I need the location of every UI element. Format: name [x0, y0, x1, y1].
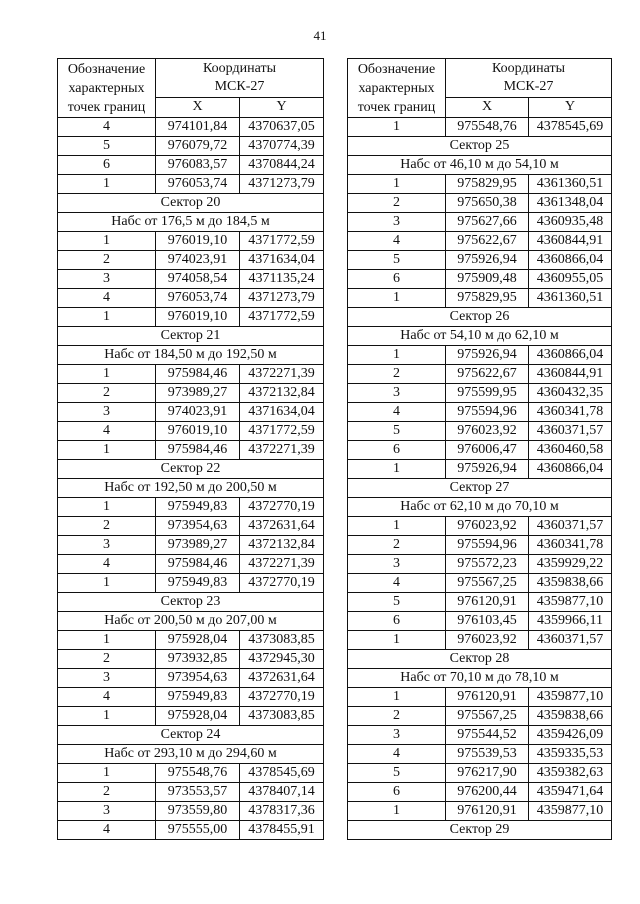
table-row — [58, 289, 324, 308]
section-label-row — [348, 669, 612, 688]
coords-title: Координаты — [203, 60, 276, 76]
point-number-cell: 3 — [58, 536, 156, 555]
x-coordinate-cell: 976023,92 — [446, 517, 529, 536]
table-row — [58, 251, 324, 270]
y-coordinate-cell: 4359382,63 — [529, 764, 612, 783]
y-coordinate-cell: 4370844,24 — [240, 156, 324, 175]
table-row — [348, 384, 612, 403]
x-coordinate-cell: 976200,44 — [446, 783, 529, 802]
table-row — [58, 118, 324, 137]
y-coordinate-cell: 4359335,53 — [529, 745, 612, 764]
table-row — [348, 232, 612, 251]
y-coordinate-cell: 4372631,64 — [240, 517, 324, 536]
coords-system: МСК-27 — [214, 78, 265, 94]
table-row — [348, 536, 612, 555]
point-number-cell: 2 — [348, 365, 446, 384]
section-label: Сектор 21 — [58, 327, 324, 346]
table-row — [348, 802, 612, 821]
x-coordinate-cell: 976019,10 — [156, 232, 240, 251]
x-coordinate-cell: 973553,57 — [156, 783, 240, 802]
table-row — [58, 574, 324, 593]
table-row — [58, 441, 324, 460]
section-label-row — [58, 745, 324, 764]
header-line: Обозначение — [67, 62, 146, 77]
y-coordinate-cell: 4359471,64 — [529, 783, 612, 802]
point-number-cell: 4 — [58, 688, 156, 707]
point-number-cell: 3 — [58, 403, 156, 422]
header-row — [58, 59, 324, 98]
x-coordinate-cell: 975928,04 — [156, 707, 240, 726]
point-number-cell: 2 — [58, 251, 156, 270]
x-coordinate-cell: 975555,00 — [156, 821, 240, 840]
section-label: Сектор 27 — [348, 479, 612, 498]
y-coordinate-cell: 4371135,24 — [240, 270, 324, 289]
y-coordinate-cell: 4378317,36 — [240, 802, 324, 821]
y-coordinate-cell: 4360866,04 — [529, 460, 612, 479]
table-row — [348, 707, 612, 726]
y-coordinate-cell: 4372271,39 — [240, 441, 324, 460]
point-number-cell: 6 — [58, 156, 156, 175]
y-coordinate-cell: 4361360,51 — [529, 289, 612, 308]
y-coordinate-cell: 4371772,59 — [240, 422, 324, 441]
coordinates-table-right — [347, 58, 612, 840]
y-coordinate-cell: 4359877,10 — [529, 593, 612, 612]
point-number-cell: 1 — [58, 175, 156, 194]
point-number-cell: 3 — [348, 555, 446, 574]
x-coordinate-cell: 975594,96 — [446, 536, 529, 555]
section-label-row — [348, 650, 612, 669]
x-coordinate-cell: 975622,67 — [446, 365, 529, 384]
point-number-cell: 4 — [58, 118, 156, 137]
point-number-cell: 1 — [58, 498, 156, 517]
table-row — [58, 517, 324, 536]
table-row — [58, 422, 324, 441]
point-number-cell: 3 — [348, 213, 446, 232]
section-label: Сектор 24 — [58, 726, 324, 745]
x-coordinate-cell: 976120,91 — [446, 802, 529, 821]
section-label: Сектор 28 — [348, 650, 612, 669]
table-row — [348, 631, 612, 650]
x-coordinate-cell: 975949,83 — [156, 574, 240, 593]
table-row — [348, 365, 612, 384]
y-coordinate-cell: 4372770,19 — [240, 688, 324, 707]
y-coordinate-cell: 4360844,91 — [529, 232, 612, 251]
section-label: Сектор 20 — [58, 194, 324, 213]
table-row — [348, 441, 612, 460]
header-row — [348, 59, 612, 98]
section-label-row — [348, 821, 612, 840]
x-coordinate-cell: 976217,90 — [446, 764, 529, 783]
x-coordinate-cell: 975829,95 — [446, 289, 529, 308]
table-row — [58, 403, 324, 422]
x-coordinate-cell: 975829,95 — [446, 175, 529, 194]
table-body — [348, 118, 612, 840]
section-label-row — [348, 137, 612, 156]
section-label: Сектор 26 — [348, 308, 612, 327]
x-coordinate-cell: 976053,74 — [156, 175, 240, 194]
x-coordinate-cell: 975572,23 — [446, 555, 529, 574]
y-coordinate-cell: 4359877,10 — [529, 802, 612, 821]
y-coordinate-cell: 4360371,57 — [529, 631, 612, 650]
x-coordinate-cell: 975926,94 — [446, 460, 529, 479]
x-coordinate-cell: 973559,80 — [156, 802, 240, 821]
table-row — [58, 137, 324, 156]
section-label: Набс от 200,50 м до 207,00 м — [58, 612, 324, 631]
x-coordinate-cell: 975926,94 — [446, 346, 529, 365]
table-row — [348, 612, 612, 631]
table-row — [348, 764, 612, 783]
header-line: характерных — [68, 81, 145, 96]
y-coordinate-cell: 4370637,05 — [240, 118, 324, 137]
point-number-cell: 4 — [348, 232, 446, 251]
point-number-cell: 1 — [348, 175, 446, 194]
point-number-cell: 6 — [348, 783, 446, 802]
point-number-cell: 1 — [58, 365, 156, 384]
table-row — [348, 574, 612, 593]
y-coordinate-cell: 4371634,04 — [240, 403, 324, 422]
x-coordinate-cell: 975650,38 — [446, 194, 529, 213]
x-coordinate-cell: 976019,10 — [156, 308, 240, 327]
x-coordinate-cell: 976079,72 — [156, 137, 240, 156]
points-column-header — [348, 59, 446, 118]
section-label: Набс от 70,10 м до 78,10 м — [348, 669, 612, 688]
y-coordinate-cell: 4360955,05 — [529, 270, 612, 289]
x-coordinate-cell: 976023,92 — [446, 631, 529, 650]
table-row — [58, 270, 324, 289]
header-line: Обозначение — [357, 62, 436, 77]
table-row — [348, 783, 612, 802]
table-row — [58, 631, 324, 650]
section-label: Набс от 62,10 м до 70,10 м — [348, 498, 612, 517]
y-coordinate-cell: 4372132,84 — [240, 384, 324, 403]
point-number-cell: 2 — [58, 517, 156, 536]
section-label-row — [348, 308, 612, 327]
point-number-cell: 2 — [58, 783, 156, 802]
table-row — [58, 555, 324, 574]
x-coordinate-cell: 973989,27 — [156, 536, 240, 555]
y-coordinate-cell: 4371634,04 — [240, 251, 324, 270]
x-coordinate-cell: 973932,85 — [156, 650, 240, 669]
table-body — [58, 118, 324, 840]
x-coordinate-cell: 976120,91 — [446, 688, 529, 707]
section-label-row — [348, 479, 612, 498]
point-number-cell: 5 — [348, 593, 446, 612]
point-number-cell: 1 — [58, 308, 156, 327]
table-row — [348, 251, 612, 270]
section-label: Сектор 25 — [348, 137, 612, 156]
table-row — [348, 118, 612, 137]
x-coordinate-cell: 975949,83 — [156, 498, 240, 517]
table-row — [348, 194, 612, 213]
point-number-cell: 3 — [58, 270, 156, 289]
y-coordinate-cell: 4371772,59 — [240, 232, 324, 251]
header-line: характерных — [358, 81, 435, 96]
section-label-row — [58, 327, 324, 346]
point-number-cell: 4 — [348, 745, 446, 764]
point-number-cell: 5 — [348, 422, 446, 441]
point-number-cell: 3 — [348, 384, 446, 403]
table-row — [58, 156, 324, 175]
y-coordinate-cell: 4360935,48 — [529, 213, 612, 232]
x-coordinate-cell: 974101,84 — [156, 118, 240, 137]
x-coordinate-cell: 975548,76 — [156, 764, 240, 783]
y-coordinate-cell: 4378545,69 — [529, 118, 612, 137]
y-coordinate-cell: 4360866,04 — [529, 251, 612, 270]
table-row — [348, 403, 612, 422]
y-coordinate-cell: 4359838,66 — [529, 574, 612, 593]
section-label-row — [58, 213, 324, 232]
table-row — [58, 536, 324, 555]
point-number-cell: 5 — [58, 137, 156, 156]
section-label-row — [348, 327, 612, 346]
y-coordinate-cell: 4378545,69 — [240, 764, 324, 783]
x-coordinate-cell: 976053,74 — [156, 289, 240, 308]
x-coordinate-cell: 975544,52 — [446, 726, 529, 745]
point-number-cell: 5 — [348, 251, 446, 270]
x-coordinate-cell: 975909,48 — [446, 270, 529, 289]
point-number-cell: 1 — [348, 802, 446, 821]
y-coordinate-cell: 4371273,79 — [240, 289, 324, 308]
y-coordinate-cell: 4372945,30 — [240, 650, 324, 669]
section-label: Набс от 176,5 м до 184,5 м — [58, 213, 324, 232]
y-coordinate-cell: 4360460,58 — [529, 441, 612, 460]
table-row — [58, 175, 324, 194]
section-label-row — [348, 498, 612, 517]
y-coordinate-cell: 4372271,39 — [240, 365, 324, 384]
y-coordinate-cell: 4370774,39 — [240, 137, 324, 156]
table-row — [58, 707, 324, 726]
y-coordinate-cell: 4359877,10 — [529, 688, 612, 707]
x-coordinate-cell: 975926,94 — [446, 251, 529, 270]
x-coordinate-cell: 975599,95 — [446, 384, 529, 403]
x-coordinate-cell: 976120,91 — [446, 593, 529, 612]
point-number-cell: 4 — [348, 574, 446, 593]
y-coordinate-cell: 4359426,09 — [529, 726, 612, 745]
x-coordinate-cell: 975567,25 — [446, 707, 529, 726]
point-number-cell: 3 — [58, 802, 156, 821]
section-label-row — [58, 346, 324, 365]
y-coordinate-cell: 4359929,22 — [529, 555, 612, 574]
x-coordinate-cell: 975594,96 — [446, 403, 529, 422]
point-number-cell: 1 — [58, 707, 156, 726]
y-coordinate-cell: 4359838,66 — [529, 707, 612, 726]
table-row — [348, 726, 612, 745]
section-label: Набс от 293,10 м до 294,60 м — [58, 745, 324, 764]
y-coordinate-cell: 4361348,04 — [529, 194, 612, 213]
section-label: Набс от 184,50 м до 192,50 м — [58, 346, 324, 365]
section-label-row — [58, 479, 324, 498]
table-row — [58, 384, 324, 403]
point-number-cell: 1 — [348, 118, 446, 137]
point-number-cell: 1 — [58, 631, 156, 650]
y-coordinate-cell: 4373083,85 — [240, 631, 324, 650]
x-coordinate-cell: 975548,76 — [446, 118, 529, 137]
header-line: точек границ — [67, 100, 146, 115]
table-row — [348, 289, 612, 308]
y-coordinate-cell: 4360341,78 — [529, 536, 612, 555]
x-coordinate-cell: 975984,46 — [156, 441, 240, 460]
point-number-cell: 6 — [348, 441, 446, 460]
point-number-cell: 2 — [348, 194, 446, 213]
table-row — [348, 688, 612, 707]
section-label: Набс от 192,50 м до 200,50 м — [58, 479, 324, 498]
y-coordinate-cell: 4372271,39 — [240, 555, 324, 574]
y-coordinate-cell: 4359966,11 — [529, 612, 612, 631]
x-coordinate-cell: 975567,25 — [446, 574, 529, 593]
y-coordinate-cell: 4371772,59 — [240, 308, 324, 327]
coords-column-header — [446, 59, 612, 98]
point-number-cell: 2 — [58, 650, 156, 669]
section-label: Сектор 23 — [58, 593, 324, 612]
y-column-header: Y — [240, 97, 324, 117]
table-row — [58, 232, 324, 251]
coordinates-table-left — [57, 58, 324, 840]
x-coordinate-cell: 976019,10 — [156, 422, 240, 441]
point-number-cell: 6 — [348, 612, 446, 631]
point-number-cell: 2 — [348, 536, 446, 555]
point-number-cell: 1 — [348, 289, 446, 308]
x-coordinate-cell: 974023,91 — [156, 403, 240, 422]
y-coordinate-cell: 4360371,57 — [529, 517, 612, 536]
section-label: Сектор 29 — [348, 821, 612, 840]
y-coordinate-cell: 4371273,79 — [240, 175, 324, 194]
coords-title: Координаты — [492, 60, 565, 76]
point-number-cell: 6 — [348, 270, 446, 289]
point-number-cell: 1 — [58, 232, 156, 251]
x-coordinate-cell: 976083,57 — [156, 156, 240, 175]
table-row — [58, 821, 324, 840]
x-coordinate-cell: 974023,91 — [156, 251, 240, 270]
y-coordinate-cell: 4360866,04 — [529, 346, 612, 365]
point-number-cell: 1 — [348, 460, 446, 479]
table-row — [58, 308, 324, 327]
table-row — [348, 593, 612, 612]
y-coordinate-cell: 4378455,91 — [240, 821, 324, 840]
y-coordinate-cell: 4372770,19 — [240, 498, 324, 517]
x-column-header: X — [446, 97, 529, 117]
x-coordinate-cell: 974058,54 — [156, 270, 240, 289]
section-label: Сектор 22 — [58, 460, 324, 479]
table-row — [58, 688, 324, 707]
points-column-header — [58, 59, 156, 118]
section-label-row — [348, 156, 612, 175]
point-number-cell: 1 — [348, 346, 446, 365]
table-row — [58, 650, 324, 669]
header-line: точек границ — [357, 100, 436, 115]
x-coordinate-cell: 975539,53 — [446, 745, 529, 764]
point-number-cell: 2 — [348, 707, 446, 726]
point-number-cell: 5 — [348, 764, 446, 783]
y-coordinate-cell: 4378407,14 — [240, 783, 324, 802]
x-coordinate-cell: 975984,46 — [156, 365, 240, 384]
y-coordinate-cell: 4372631,64 — [240, 669, 324, 688]
section-label-row — [58, 593, 324, 612]
point-number-cell: 2 — [58, 384, 156, 403]
point-number-cell: 4 — [58, 289, 156, 308]
y-coordinate-cell: 4372132,84 — [240, 536, 324, 555]
x-coordinate-cell: 973989,27 — [156, 384, 240, 403]
y-coordinate-cell: 4361360,51 — [529, 175, 612, 194]
coords-system: МСК-27 — [503, 78, 554, 94]
point-number-cell: 1 — [58, 441, 156, 460]
x-coordinate-cell: 973954,63 — [156, 669, 240, 688]
x-coordinate-cell: 976006,47 — [446, 441, 529, 460]
table-row — [348, 555, 612, 574]
table-row — [58, 764, 324, 783]
x-coordinate-cell: 975984,46 — [156, 555, 240, 574]
point-number-cell: 1 — [348, 631, 446, 650]
table-row — [348, 745, 612, 764]
x-coordinate-cell: 975949,83 — [156, 688, 240, 707]
section-label: Набс от 54,10 м до 62,10 м — [348, 327, 612, 346]
table-row — [58, 802, 324, 821]
y-column-header: Y — [529, 97, 612, 117]
y-coordinate-cell: 4372770,19 — [240, 574, 324, 593]
point-number-cell: 1 — [348, 688, 446, 707]
point-number-cell: 1 — [58, 764, 156, 783]
table-row — [348, 517, 612, 536]
section-label-row — [58, 726, 324, 745]
point-number-cell: 4 — [58, 422, 156, 441]
x-coordinate-cell: 973954,63 — [156, 517, 240, 536]
table-row — [348, 175, 612, 194]
point-number-cell: 3 — [348, 726, 446, 745]
table-row — [348, 346, 612, 365]
x-coordinate-cell: 975622,67 — [446, 232, 529, 251]
y-coordinate-cell: 4360341,78 — [529, 403, 612, 422]
y-coordinate-cell: 4360371,57 — [529, 422, 612, 441]
point-number-cell: 1 — [58, 574, 156, 593]
x-coordinate-cell: 976103,45 — [446, 612, 529, 631]
y-coordinate-cell: 4360432,35 — [529, 384, 612, 403]
x-column-header: X — [156, 97, 240, 117]
section-label-row — [58, 612, 324, 631]
table-row — [348, 460, 612, 479]
section-label: Набс от 46,10 м до 54,10 м — [348, 156, 612, 175]
table-row — [58, 783, 324, 802]
table-row — [348, 213, 612, 232]
y-coordinate-cell: 4360844,91 — [529, 365, 612, 384]
coords-column-header — [156, 59, 324, 98]
point-number-cell: 4 — [58, 555, 156, 574]
table-row — [58, 669, 324, 688]
section-label-row — [58, 194, 324, 213]
table-row — [58, 365, 324, 384]
x-coordinate-cell: 975627,66 — [446, 213, 529, 232]
y-coordinate-cell: 4373083,85 — [240, 707, 324, 726]
table-row — [348, 270, 612, 289]
point-number-cell: 4 — [58, 821, 156, 840]
table-row — [348, 422, 612, 441]
table-row — [58, 498, 324, 517]
page-number: 41 — [313, 28, 327, 43]
section-label-row — [58, 460, 324, 479]
point-number-cell: 3 — [58, 669, 156, 688]
point-number-cell: 4 — [348, 403, 446, 422]
x-coordinate-cell: 975928,04 — [156, 631, 240, 650]
x-coordinate-cell: 976023,92 — [446, 422, 529, 441]
point-number-cell: 1 — [348, 517, 446, 536]
